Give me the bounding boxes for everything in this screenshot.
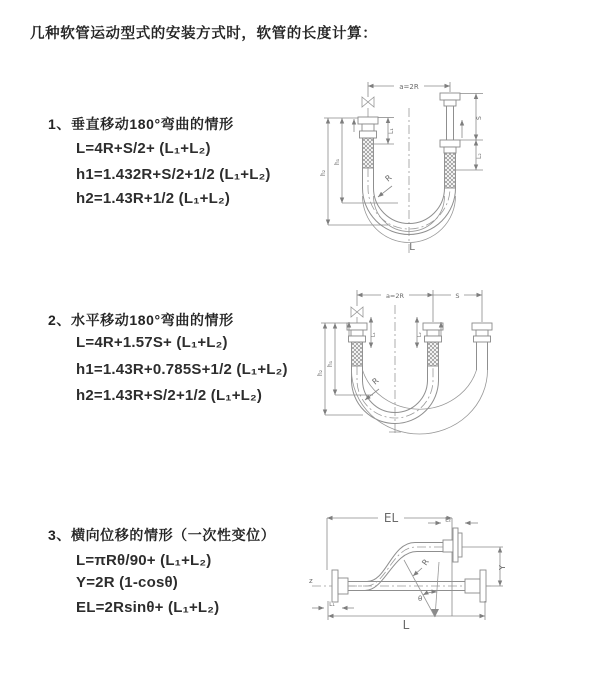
dim-label-y: Y	[498, 565, 507, 570]
length-label: L	[409, 242, 415, 253]
dim-l	[328, 601, 485, 632]
dim-h1-h2	[320, 118, 398, 225]
section-3-formula-L: L=πRθ/90+ (L₁+L₂)	[76, 552, 212, 569]
dim-label-l2: L₂	[476, 153, 483, 159]
dim-l1	[312, 601, 354, 608]
braided-hose-section	[363, 138, 374, 168]
valve-icon	[351, 307, 363, 323]
section-2-formula-h1: h1=1.43R+0.785S+1/2 (L₁+L₂)	[76, 361, 288, 378]
axis-label-z: z	[309, 577, 313, 585]
radius-callout	[378, 173, 394, 197]
dim-span-2r	[368, 82, 450, 97]
section-1-heading: 1、垂直移动180°弯曲的情形	[48, 116, 234, 132]
dim-label-l: L	[402, 618, 410, 632]
section-1-formula-L: L=4R+S/2+ (L₁+L₂)	[76, 140, 211, 157]
section-1-formula-h2: h2=1.43R+1/2 (L₁+L₂)	[76, 190, 231, 207]
dim-label-h2: h₂	[320, 169, 327, 176]
dim-el	[327, 511, 452, 616]
left-fitting	[358, 117, 378, 168]
dim-s-l2	[456, 94, 483, 171]
section-3-heading: 3、横向位移的情形（一次性变位）	[48, 527, 276, 543]
section-2-formula-h2: h2=1.43R+S/2+1/2 (L₁+L₂)	[76, 387, 263, 404]
section-2-formula-L: L=4R+1.57S+ (L₁+L₂)	[76, 334, 228, 351]
diagram-horizontal-movement	[305, 280, 600, 465]
dim-label-2r: a=2R	[385, 292, 405, 300]
dim-label-el: EL	[383, 511, 399, 525]
radius-label: R	[383, 173, 394, 184]
original-flange	[465, 570, 486, 602]
hose-s-curve	[348, 543, 443, 591]
radius-label: R	[420, 557, 431, 568]
section-3-formula-EL: EL=2Rsinθ+ (L₁+L₂)	[76, 599, 220, 616]
section-2-heading: 2、水平移动180°弯曲的情形	[48, 312, 234, 328]
dim-label-l1: L₁	[329, 601, 335, 608]
braided-hose-section	[428, 342, 439, 366]
dim-label-h1: h₁	[327, 360, 334, 367]
radius-label: R	[370, 376, 381, 387]
radius-callout	[413, 557, 431, 576]
section-3-formula-Y: Y=2R (1-cosθ)	[76, 574, 178, 591]
dim-label-l1: L₁	[388, 128, 395, 134]
dim-label-2r: a=2R	[399, 83, 419, 91]
page-title: 几种软管运动型式的安装方式时，软管的长度计算：	[30, 26, 378, 42]
dim-label-l2: L₂	[445, 516, 451, 524]
dim-label-l1: L₁	[371, 332, 377, 337]
dim-span-2r-s	[357, 290, 482, 322]
left-fitting	[347, 323, 367, 366]
braided-hose-section	[445, 153, 456, 188]
angle-label: θ	[418, 595, 423, 603]
dim-label-s: S	[476, 116, 483, 120]
hose-u-bend	[352, 366, 488, 434]
middle-fitting	[423, 323, 443, 366]
dim-label-h1: h₁	[334, 158, 341, 165]
diagram-lateral-displacement	[300, 500, 600, 650]
right-fitting	[440, 93, 460, 188]
centerline	[389, 305, 401, 435]
dim-fitting-lengths	[371, 317, 423, 348]
section-1-formula-h1: h1=1.432R+S/2+1/2 (L₁+L₂)	[76, 166, 271, 183]
diagram-vertical-movement	[310, 70, 600, 270]
dim-l2	[428, 517, 478, 524]
dim-label-h2: h₂	[317, 369, 324, 376]
displaced-flange	[443, 528, 462, 562]
valve-icon	[362, 97, 374, 117]
dim-label-l2: L₂	[417, 332, 423, 337]
left-fitting	[332, 570, 348, 602]
dim-label-s: S	[455, 292, 460, 300]
braided-hose-section	[352, 342, 363, 366]
right-fitting	[472, 323, 492, 370]
